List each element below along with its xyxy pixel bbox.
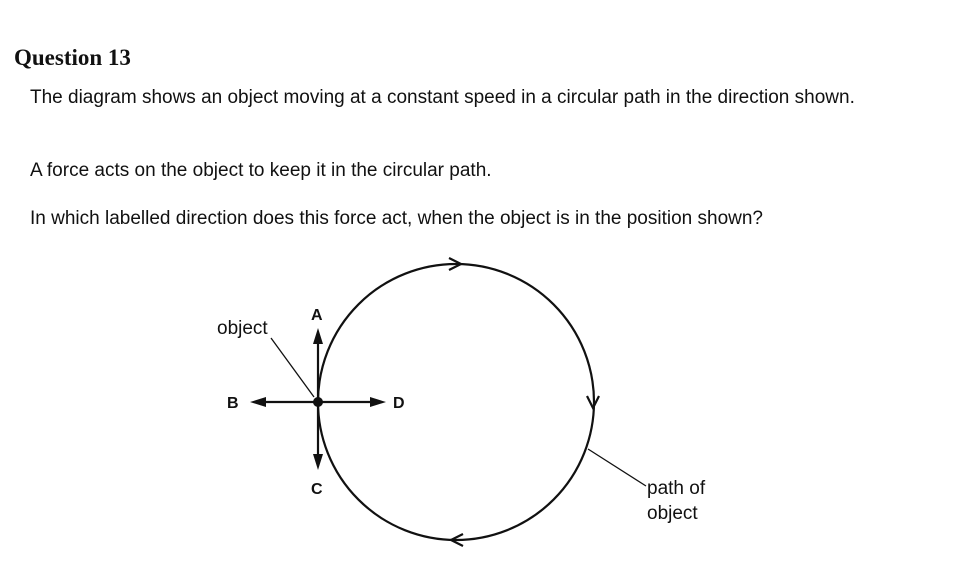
arrowhead-c	[313, 454, 323, 470]
direction-label-b: B	[227, 395, 239, 412]
arrowhead-b	[250, 397, 266, 407]
path-label-line1: path of	[647, 478, 706, 499]
object-dot	[313, 397, 323, 407]
direction-label-c: C	[311, 481, 323, 498]
direction-label-a: A	[311, 307, 323, 324]
direction-label-d: D	[393, 395, 405, 412]
arrowhead-d	[370, 397, 386, 407]
question-title: Question 13	[14, 45, 131, 70]
question-force-text: A force acts on the object to keep it in the circular path.	[30, 160, 492, 181]
question-intro-text: The diagram shows an object moving at a constant speed in a circular path in the direction shown.	[30, 87, 855, 108]
path-leader-line	[588, 449, 646, 486]
arrowhead-a	[313, 328, 323, 344]
question-prompt-text: In which labelled direction does this force act, when the object is in the position shown?	[30, 208, 763, 229]
path-label-line2: object	[647, 503, 698, 524]
object-label: object	[217, 318, 268, 339]
object-leader-line	[271, 338, 314, 397]
